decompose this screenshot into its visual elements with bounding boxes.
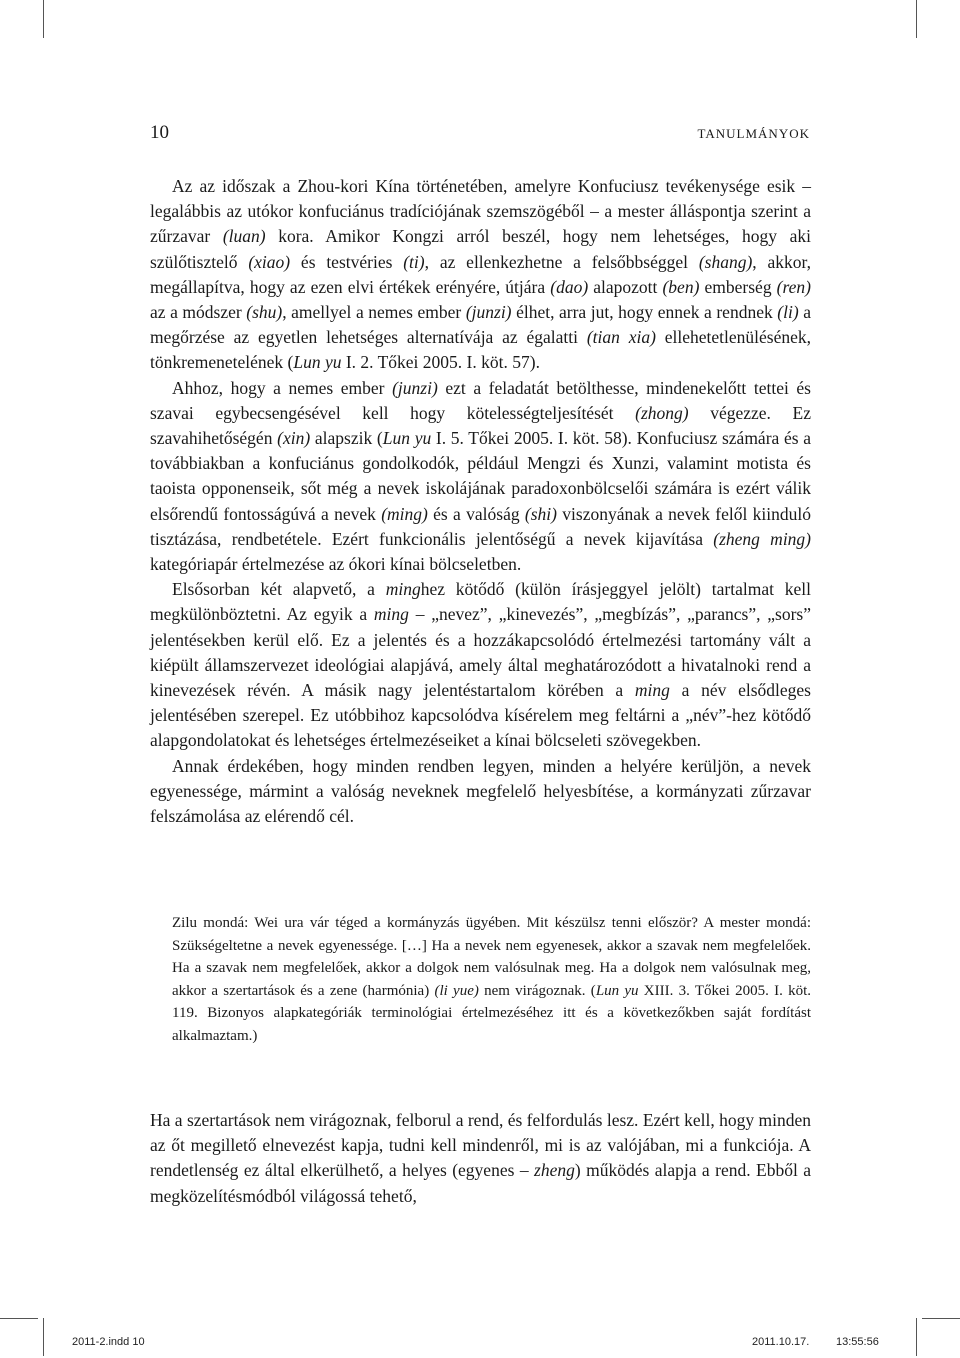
crop-mark-bottom-left xyxy=(43,1318,44,1356)
italic-term: ming xyxy=(373,604,409,625)
paragraph xyxy=(150,174,811,376)
text-run: Elsősorban két alapvető, a xyxy=(172,579,386,600)
text-run: ) működés alapja a rend. Ebből a megközelítésmódból világossá tehető, xyxy=(150,1160,812,1206)
text-run: Ahhoz, hogy a nemes ember xyxy=(172,377,393,398)
paragraph xyxy=(150,754,811,830)
text-run: ezt a feladatát betölthesse, mindenekelőtt tettei és szavai egybecsengésével kell hogy kötelességteljesítését xyxy=(150,377,811,423)
text-run: alapszik ( xyxy=(310,428,383,449)
crop-mark-bottom-left-h xyxy=(0,1318,38,1319)
slug-date: 2011.10.17. xyxy=(752,1336,810,1348)
main-text xyxy=(150,174,811,829)
italic-term: zheng xyxy=(534,1160,575,1181)
italic-term: Lun yu xyxy=(595,982,639,999)
italic-term: ming xyxy=(634,680,670,701)
text-run: Annak érdekében, hogy minden rendben legyen, minden a helyére kerüljön, a nevek egyenessége, mármint a valóság neveknek megfelelő helyesbítése, a kormányzati zűrzavar felszámolása az elérendő cél. xyxy=(150,755,811,827)
italic-term: (xin) xyxy=(277,428,311,449)
paragraph xyxy=(150,1108,811,1209)
closing-text xyxy=(150,1108,811,1209)
text-run: hez kötődő (külön írásjeggyel jelölt) tartalmat kell megkülönböztetni. Az egyik a xyxy=(150,579,811,625)
italic-term: (xiao) xyxy=(248,251,291,272)
slug-file: 2011-2.indd 10 xyxy=(72,1336,145,1348)
crop-mark-top-right xyxy=(916,0,917,38)
italic-term: (ti) xyxy=(403,251,425,272)
italic-term: ming xyxy=(385,579,421,600)
text-run: kora. Amikor Kongzi arról beszél, hogy nem lehetséges, hogy aki szülőtisztelő xyxy=(150,226,811,272)
slug-time: 13:55:56 xyxy=(836,1336,879,1348)
text-run: XIII. 3. Tőkei 2005. I. köt. 119. Bizonyos alapkategóriák terminológiai értelmezéséhez itt és a következőkben saját fordítást alkalmaztam.) xyxy=(172,982,812,1044)
italic-term: (junzi) xyxy=(465,302,512,323)
text-run: I. 2. Tőkei 2005. I. köt. 57). xyxy=(341,352,540,373)
italic-term: (zheng ming) xyxy=(713,528,812,549)
italic-term: Lun yu xyxy=(382,428,432,449)
text-run: végezze. Ez szavahihetőségén xyxy=(150,402,811,449)
page-number: 10 xyxy=(150,122,169,143)
italic-term: (li yue) xyxy=(434,982,479,999)
text-run: I. 5. Tőkei 2005. I. köt. 58). Konfuciusz számára és a továbbiakban a konfuciánus gondolkodók, például Mengzi és Xunzi, valamint motista és taoista opponenseik, sőt még a nevek iskolájának paradoxonbölcselői számára is ezért válik elsőrendű fontosságúvá a nevek xyxy=(150,428,812,524)
text-run: az a módszer xyxy=(150,302,247,323)
italic-term: (ben) xyxy=(662,276,700,297)
text-run: élhet, arra jut, hogy ennek a rendnek xyxy=(511,302,778,323)
text-run: , amellyel a nemes ember xyxy=(282,302,466,323)
quote-text xyxy=(172,912,811,1048)
crop-mark-bottom-right xyxy=(916,1318,917,1356)
italic-term: (zhong) xyxy=(635,402,689,423)
text-run: Az az időszak a Zhou-kori Kína történetében, amelyre Konfuciusz tevékenysége esik – legalábbis az utókor konfuciánus tradíciójának szemszögéből – a mester álláspontja szerint a zűrzavar xyxy=(150,176,811,247)
text-run: , akkor, megállapítva, hogy az ezen elvi értékek erényére, útjára xyxy=(150,251,811,297)
paragraph xyxy=(150,577,811,753)
text-run: alapozott xyxy=(588,276,663,297)
italic-term: (shang) xyxy=(698,251,753,272)
text-run: ellehetetlenülésének, tönkremenetelének ( xyxy=(150,327,811,373)
italic-term: (luan) xyxy=(222,226,266,247)
crop-mark-bottom-right-h xyxy=(922,1318,960,1319)
text-run: emberség xyxy=(699,276,777,297)
text-run: kategóriapár értelmezése az ókori kínai bölcseletben. xyxy=(150,554,522,575)
text-run: , az ellenkezhetne a felsőbbséggel xyxy=(424,251,699,272)
text-run: – „nevez”, „kinevezés”, „megbízás”, „parancs”, „sors” jelentésekben kerül elő. Ez a jelentés és a hozzákapcsolódó értelmezési tartomány vált a kiépült államszervezet ideológiai alapjává, amely által meghatározódott a hivatalnoki rend a kinevezések révén. A másik nagy jelentéstartalom körében a xyxy=(150,604,811,701)
italic-term: (ren) xyxy=(776,276,811,297)
italic-term: (shi) xyxy=(524,503,557,524)
text-run: a megőrzése az egyetlen lehetséges alternatívája az égalatti xyxy=(150,302,811,348)
italic-term: (shu) xyxy=(246,302,283,323)
italic-term: (dao) xyxy=(550,276,589,297)
text-run: és testvéries xyxy=(290,251,404,272)
crop-mark-top-left xyxy=(43,0,44,38)
italic-term: (junzi) xyxy=(392,377,438,398)
italic-term: (tian xia) xyxy=(586,327,656,348)
text-run: nem virágoznak. ( xyxy=(478,982,596,999)
text-run: és a valóság xyxy=(427,503,525,524)
italic-term: (ming) xyxy=(381,503,428,524)
italic-term: (li) xyxy=(777,302,799,323)
text-run: Zilu mondá: Wei ura vár téged a kormányzás ügyében. Mit készülsz tenni először? A mester mondá: Szükségeltetne a nevek egyenessége. […] Ha a nevek nem egyenesek, akkor a szavak nem megfelelőek. Ha a szavak nem megfelelőek, akkor a dolgok nem valósulnak meg. Ha a dolgok nem valósulnak meg, akkor a szertartások és a zene (harmónia) xyxy=(172,915,811,999)
text-run: a név elsődleges jelentésében szerepel. Ez utóbbihoz kapcsolódva kísérelem meg feltárni a „név”-hez kötődő alapgondolatokat és lehetséges értelmezéseiket a kínai bölcseleti szövegekben. xyxy=(150,680,811,751)
block-quote xyxy=(172,912,811,1048)
paragraph xyxy=(150,376,811,578)
section-label: TANULMÁNYOK xyxy=(697,126,810,141)
italic-term: Lun yu xyxy=(293,352,342,373)
text-run: Ha a szertartások nem virágoznak, felborul a rend, és felfordulás lesz. Ezért kell, hogy minden az őt megillető elnevezést kapja, tudni kell mindenről, mi is az valójában, mi a funkciója. A rendetlenség ez által elkerülhető, a helyes (egyenes – xyxy=(150,1110,811,1181)
text-run: viszonyának a nevek felől kiinduló tisztázása, rendbetétele. Ezért funkcionális jelentőségű a nevek kijavítása xyxy=(150,503,811,549)
